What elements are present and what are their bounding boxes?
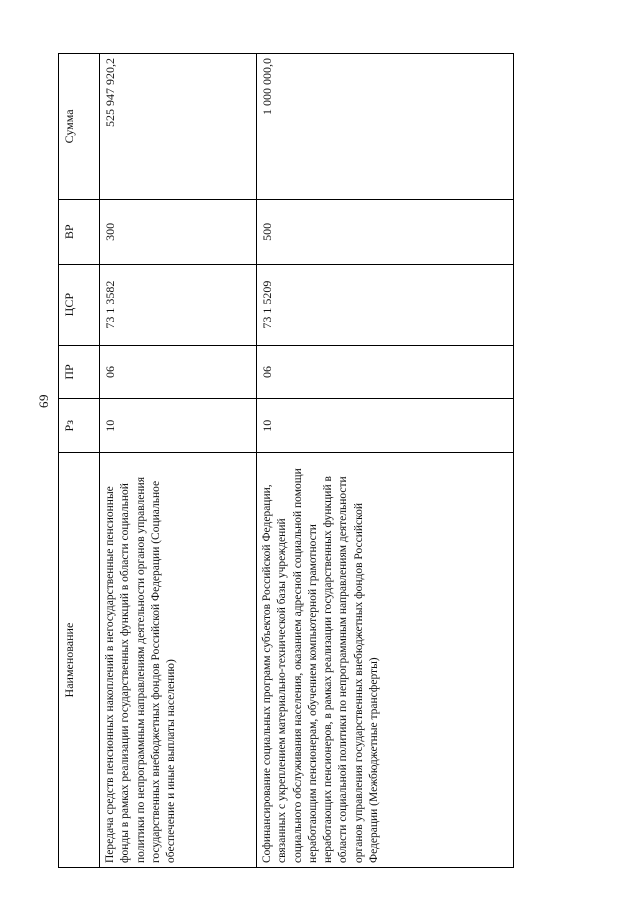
row-name: Софинансирование социальных программ субъектов Российской Федерации, связанных с укреплением материально-технической базы учреждений социального обслуживания населения, оказанием адресной социальной помощи неработающим пенсионерам, обучением компьютерной грамотности неработающих пенсионеров, в рамках реализации государственных функций в области социальной политики по непрограммным направлениям деятельности органов управления государственных внебюджетных фондов Российской Федерации (Межбюджетные трансферты) (257, 453, 514, 868)
column-header-name: Наименование (59, 453, 100, 868)
column-header-vr: ВР (59, 199, 100, 264)
column-header-pr: ПР (59, 345, 100, 399)
row-vr: 300 (100, 199, 257, 264)
row-pr: 06 (257, 345, 514, 399)
table-row (257, 54, 514, 868)
row-rz: 10 (257, 399, 514, 453)
row-csr: 73 1 3582 (100, 264, 257, 345)
rotated-table-container (58, 53, 578, 868)
table-row (100, 54, 257, 868)
row-rz: 10 (100, 399, 257, 453)
table-header-row (59, 54, 100, 868)
row-vr: 500 (257, 199, 514, 264)
row-sum: 525 947 920,2 (100, 54, 257, 200)
row-name: Передача средств пенсионных накоплений в негосударственные пенсионные фонды в рамках реализации государственных функций в области социальной политики по непрограммным направлениям деятельности органов управления государственных внебюджетных фондов Российской Федерации (Социальное обеспечение и иные выплаты населению) (100, 453, 257, 868)
column-header-rz: Рз (59, 399, 100, 453)
budget-allocations-table (58, 53, 514, 868)
row-csr: 73 1 5209 (257, 264, 514, 345)
row-pr: 06 (100, 345, 257, 399)
row-sum: 1 000 000,0 (257, 54, 514, 200)
page-number: 69 (36, 394, 51, 408)
column-header-csr: ЦСР (59, 264, 100, 345)
column-header-sum: Сумма (59, 54, 100, 200)
